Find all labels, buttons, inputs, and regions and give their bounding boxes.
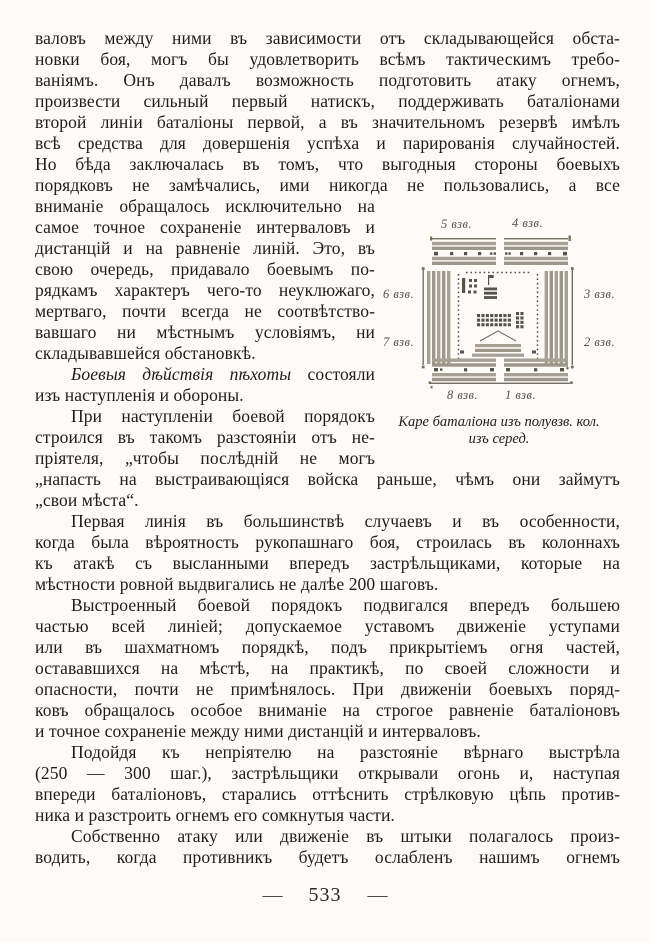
figure-label-platoon-2: 2 взв. [584, 335, 616, 349]
text-line: ковъ обращалось особое вниманіе на строгое равненіе баталіоновъ [35, 700, 620, 720]
text-line: Первая линія въ большинствѣ случаевъ и въ особенности, [71, 511, 620, 531]
text-line: когда была вѣроятность рукопашнаго боя, строилась въ колоннахъ [35, 532, 620, 552]
text-line: „напасть на выстраивающіяся войска раньше, чѣмъ они займутъ [35, 469, 620, 489]
text-line: водить, когда противникъ будетъ ослабленъ нашимъ огнемъ [35, 847, 620, 867]
text-line: мѣстности ровной выдвигались не далѣе 200 шаговъ. [35, 574, 439, 594]
figure-label-platoon-6: 6 взв. [383, 287, 415, 301]
text-line: и точное сохраненіе между ними дистанцій и интерваловъ. [35, 721, 481, 741]
text-line: новки боя, могъ бы удовлетворить всѣмъ тактическимъ требо- [35, 49, 620, 69]
battalion-square-figure [378, 214, 622, 460]
page-number-dash-right: — [367, 884, 388, 906]
text-line: дистанцій и на равненіе линій. Это, въ [35, 238, 375, 258]
text-line: остававшихся на мѣстѣ, на практикѣ, по своей сложности и [35, 658, 620, 678]
text-line: всѣ средства для довершенія успѣха и парированія случайностей. [35, 133, 620, 153]
text-line: мертваго, почти всегда не соотвѣтство- [35, 301, 375, 321]
paragraph-block-top [35, 28, 620, 196]
text-line: пріятеля, „чтобы послѣдній не могъ [35, 448, 375, 468]
page-number-row [0, 884, 650, 907]
page-number: 533 [308, 884, 342, 906]
text-line: вавшаго ни мѣстнымъ условіямъ, ни [35, 322, 375, 342]
text-line: самое точное сохраненіе интерваловъ и [35, 217, 375, 237]
text-line: вниманіе обращалось исключительно на [35, 196, 375, 216]
text-line: Подойдя къ непріятелю на разстояніе вѣрнаго выстрѣла [71, 742, 620, 762]
text-line: изъ наступленія и обороны. [35, 385, 244, 405]
text-line: частью всей линіей; допускаемое уставомъ движеніе уступами [35, 616, 620, 636]
figure-label-platoon-4: 4 взв. [512, 216, 544, 230]
kare-diagram-illustration [380, 217, 615, 405]
text-line: Собственно атаку или движеніе въ штыки полагалось произ- [71, 826, 620, 846]
figure-caption-line2: изъ серед. [468, 431, 530, 447]
figure-label-platoon-5: 5 взв. [441, 217, 473, 231]
text-line: или въ шахматномъ порядкѣ, подъ прикрытіемъ огня частей, [35, 637, 620, 657]
text-line: При наступленіи боевой порядокъ [71, 406, 375, 426]
text-line: свою очередь, придавало боевымъ по- [35, 259, 375, 279]
figure-label-platoon-3: 3 взв. [584, 287, 616, 301]
text-line: „свои мѣста“. [35, 490, 139, 510]
text-line: Боевыя дѣйствія пѣхоты состояли [71, 364, 376, 384]
text-line: опасности, почти не примѣнялось. При движеніи боевыхъ поряд- [35, 679, 620, 699]
text-line: ваніямъ. Онъ давалъ возможность подготовить атаку огнемъ, [35, 70, 620, 90]
text-line: порядковъ не замѣчались, ими никогда не пользовались, а все [35, 175, 620, 195]
figure-label-platoon-1: 1 взв. [505, 388, 537, 402]
text-line: къ атакѣ съ высланными впередъ застрѣльщиками, которые на [35, 553, 620, 573]
text-line: второй линіи баталіоны первой, а въ значительномъ резервѣ имѣлъ [35, 112, 620, 132]
figure-label-platoon-8: 8 взв. [447, 388, 479, 402]
figure-caption [378, 414, 620, 448]
text-line: рядкамъ характеръ чего-то неуклюжаго, [35, 280, 375, 300]
text-line: ника и разстроить огнемъ его сомкнутыя части. [35, 805, 395, 825]
figure-label-platoon-7: 7 взв. [383, 335, 415, 349]
text-line: складывавшейся обстановкѣ. [35, 343, 256, 363]
figure-caption-line1: Каре баталіона изъ полувзв. кол. [398, 414, 600, 430]
page-number-dash-left: — [262, 884, 283, 906]
text-line: произвести сильный первый натискъ, поддерживать баталіонами [35, 91, 620, 111]
text-line: (250 — 300 шаг.), застрѣльщики открывали огонь и, наступая [35, 763, 620, 783]
paragraph-block-bottom [35, 469, 620, 868]
text-line: Выстроенный боевой порядокъ подвигался впередъ большею [71, 595, 620, 615]
paragraph-block-beside-figure [35, 196, 375, 469]
text-line: впереди баталіоновъ, старались оттѣснить стрѣлковую цѣпь против- [35, 784, 620, 804]
text-line: Но бѣда заключалась въ томъ, что выгодныя стороны боевыхъ [35, 154, 620, 174]
text-line: строился въ такомъ разстояніи отъ не- [35, 427, 375, 447]
text-line: валовъ между ними въ зависимости отъ складывающейся обста- [35, 28, 620, 48]
